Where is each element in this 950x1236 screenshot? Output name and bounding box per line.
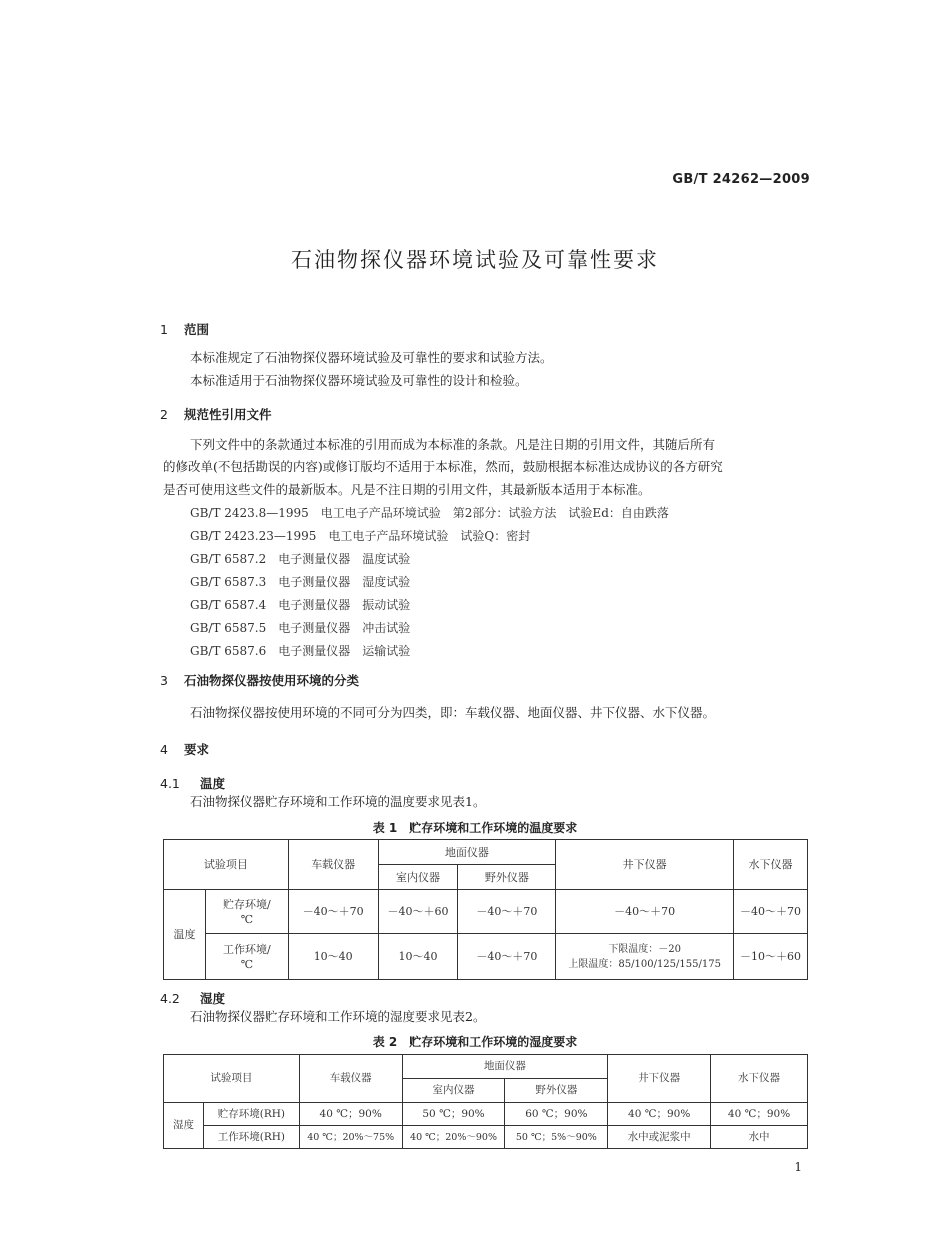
section-4-1-para: 石油物探仪器贮存环境和工作环境的温度要求见表1。 [190,794,486,809]
cell [556,934,734,980]
table-row [164,934,808,980]
cell: 10～40 [288,934,378,980]
table-1-temperature [163,839,808,980]
header-ground: 地面仪器 [378,840,556,865]
standard-code: GB/T 24262—2009 [672,172,810,187]
table-row [164,890,808,934]
header-indoor: 室内仪器 [378,865,458,890]
section-1-number: 1 [160,322,168,337]
section-3-heading [160,671,359,689]
section-1-title: 范围 [184,322,210,337]
table-row [164,840,808,865]
reference-item: GB/T 2423.8—1995 电工电子产品环境试验 第2部分：试验方法 试验Ed：自由跌落 [190,506,669,520]
row-label-storage: 贮存环境(RH) [203,1103,299,1126]
document-title: 石油物探仪器环境试验及可靠性要求 [291,248,659,272]
cell: －40～＋70 [288,890,378,934]
section-4-2-number: 4.2 [160,991,180,1006]
cell: 水中或泥浆中 [608,1126,711,1149]
header-indoor: 室内仪器 [402,1079,505,1103]
table-row [164,1126,808,1149]
cell-line: 上限温度：85/100/125/155/175 [568,958,721,970]
reference-item: GB/T 6587.6 电子测量仪器 运输试验 [190,644,411,658]
table-row [164,1055,808,1079]
cell-line: 下限温度：－20 [608,943,682,955]
cell: 40 ℃；20%～75% [299,1126,402,1149]
cell: 50 ℃；90% [402,1103,505,1126]
section-4-2-heading [160,989,225,1007]
section-1-para-2: 本标准适用于石油物探仪器环境试验及可靠性的设计和检验。 [190,373,528,388]
header-downhole: 井下仪器 [556,840,734,890]
row-label-storage [205,890,288,934]
section-4-title: 要求 [184,742,210,757]
header-vehicle: 车载仪器 [299,1055,402,1103]
reference-item: GB/T 6587.2 电子测量仪器 温度试验 [190,552,411,566]
header-underwater: 水下仪器 [711,1055,808,1103]
row-group-humidity: 湿度 [164,1103,204,1149]
section-4-1-number: 4.1 [160,776,180,791]
section-4-1-heading [160,774,225,792]
header-test-item: 试验项目 [164,1055,300,1103]
cell: 水中 [711,1126,808,1149]
table-row [164,1103,808,1126]
section-2-title: 规范性引用文件 [184,407,272,422]
section-2-heading [160,405,272,423]
section-2-line-1: 下列文件中的条款通过本标准的引用而成为本标准的条款。凡是注日期的引用文件，其随后所有 [190,437,716,452]
cell: 50 ℃；5%～90% [505,1126,608,1149]
cell: －10～＋60 [734,934,808,980]
section-1-heading [160,320,209,338]
section-3-title: 石油物探仪器按使用环境的分类 [184,673,360,688]
section-2-number: 2 [160,407,168,422]
section-4-2-title: 湿度 [200,991,226,1006]
row-group-temperature: 温度 [164,890,206,980]
reference-item: GB/T 2423.23—1995 电工电子产品环境试验 试验Q：密封 [190,529,531,543]
header-ground: 地面仪器 [402,1055,608,1079]
row-label-working [205,934,288,980]
table-2-caption: 表 2 贮存环境和工作环境的湿度要求 [372,1035,578,1049]
table-1-caption: 表 1 贮存环境和工作环境的温度要求 [372,821,578,835]
cell: 10～40 [378,934,458,980]
reference-item: GB/T 6587.3 电子测量仪器 湿度试验 [190,575,411,589]
table-2-humidity [163,1054,808,1149]
cell: 60 ℃；90% [505,1103,608,1126]
row-label-unit: ℃ [240,957,254,971]
cell: －40～＋70 [458,890,556,934]
cell: 40 ℃；90% [711,1103,808,1126]
header-test-item: 试验项目 [164,840,289,890]
section-3-number: 3 [160,673,168,688]
page-number: 1 [794,1160,802,1174]
section-4-number: 4 [160,742,168,757]
cell: －40～＋70 [556,890,734,934]
section-4-2-para: 石油物探仪器贮存环境和工作环境的湿度要求见表2。 [190,1009,486,1024]
row-label-line: 贮存环境/ [223,897,271,911]
section-2-line-2: 的修改单(不包括勘误的内容)或修订版均不适用于本标准，然而，鼓励根据本标准达成协议的各方研究 [163,459,723,474]
reference-item: GB/T 6587.5 电子测量仪器 冲击试验 [190,621,411,635]
row-label-unit: ℃ [240,912,254,926]
section-4-heading [160,740,209,758]
row-label-working: 工作环境(RH) [203,1126,299,1149]
header-vehicle: 车载仪器 [288,840,378,890]
cell: 40 ℃；90% [299,1103,402,1126]
section-1-para-1: 本标准规定了石油物探仪器环境试验及可靠性的要求和试验方法。 [190,350,553,365]
section-2-line-3: 是否可使用这些文件的最新版本。凡是不注日期的引用文件，其最新版本适用于本标准。 [163,482,651,497]
cell: －40～＋70 [458,934,556,980]
row-label-line: 工作环境/ [223,942,271,956]
reference-item: GB/T 6587.4 电子测量仪器 振动试验 [190,598,411,612]
header-underwater: 水下仪器 [734,840,808,890]
cell: －40～＋60 [378,890,458,934]
section-4-1-title: 温度 [200,776,226,791]
cell: －40～＋70 [734,890,808,934]
section-3-para-1: 石油物探仪器按使用环境的不同可分为四类，即：车载仪器、地面仪器、井下仪器、水下仪器。 [190,705,716,720]
cell: 40 ℃；90% [608,1103,711,1126]
cell: 40 ℃；20%～90% [402,1126,505,1149]
header-downhole: 井下仪器 [608,1055,711,1103]
header-outdoor: 野外仪器 [458,865,556,890]
header-outdoor: 野外仪器 [505,1079,608,1103]
